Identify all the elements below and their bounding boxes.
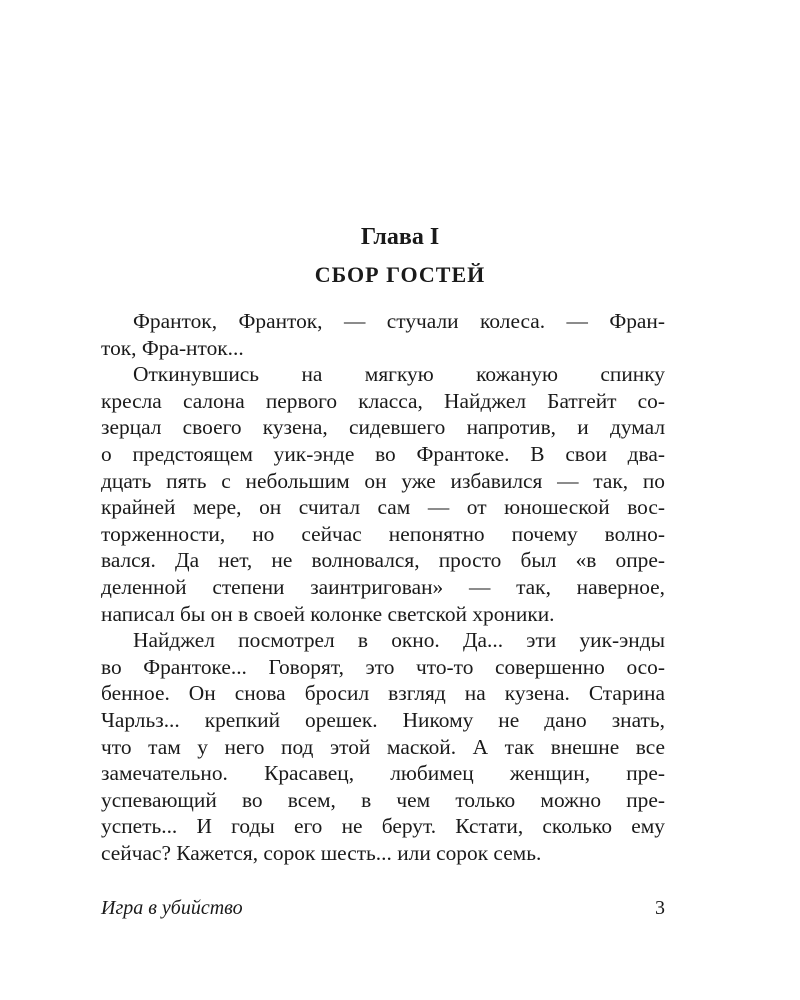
chapter-title: СБОР ГОСТЕЙ xyxy=(314,262,486,287)
text-line: торженности, но сейчас непонятно почему волно- xyxy=(101,521,665,546)
text-line: ток, Фра-нток... xyxy=(101,335,244,360)
text-line: сейчас? Кажется, сорок шесть... или сорок семь. xyxy=(101,840,542,865)
chapter-heading: Глава I xyxy=(360,224,440,250)
text-line: что там у него под этой маской. А так внешне все xyxy=(101,734,665,759)
text-line: Откинувшись на мягкую кожаную спинку xyxy=(133,362,665,387)
body-text xyxy=(101,308,665,866)
text-line: успевающий во всем, в чем только можно пре- xyxy=(101,787,665,812)
text-line: Франток, Франток, — стучали колеса. — Фран- xyxy=(133,309,665,333)
text-line: успеть... И годы его не берут. Кстати, сколько ему xyxy=(101,814,665,839)
text-line: деленной степени заинтригован» — так, наверное, xyxy=(101,574,665,599)
text-line: Чарльз... крепкий орешек. Никому не дано знать, xyxy=(101,707,665,732)
text-line: крайней мере, он считал сам — от юношеской вос- xyxy=(101,495,665,520)
running-footer-title: Игра в убийство xyxy=(101,897,243,919)
text-line: замечательно. Красавец, любимец женщин, пре- xyxy=(101,761,665,786)
text-line: вался. Да нет, не волновался, просто был «в опре- xyxy=(101,548,665,573)
text-line: дцать пять с небольшим он уже избавился — так, по xyxy=(101,468,665,493)
text-line: во Франтоке... Говорят, это что-то совершенно осо- xyxy=(101,654,665,679)
text-line: зерцал своего кузена, сидевшего напротив, и думал xyxy=(101,415,665,440)
text-line: бенное. Он снова бросил взгляд на кузена. Старина xyxy=(101,681,665,706)
text-line: Найджел посмотрел в окно. Да... эти уик-энды xyxy=(133,628,665,653)
text-line: написал бы он в своей колонке светской хроники. xyxy=(101,601,555,626)
page-number: 3 xyxy=(655,897,665,919)
text-line: о предстоящем уик-энде во Франтоке. В свои два- xyxy=(101,441,665,466)
text-line: кресла салона первого класса, Найджел Батгейт со- xyxy=(101,388,665,413)
